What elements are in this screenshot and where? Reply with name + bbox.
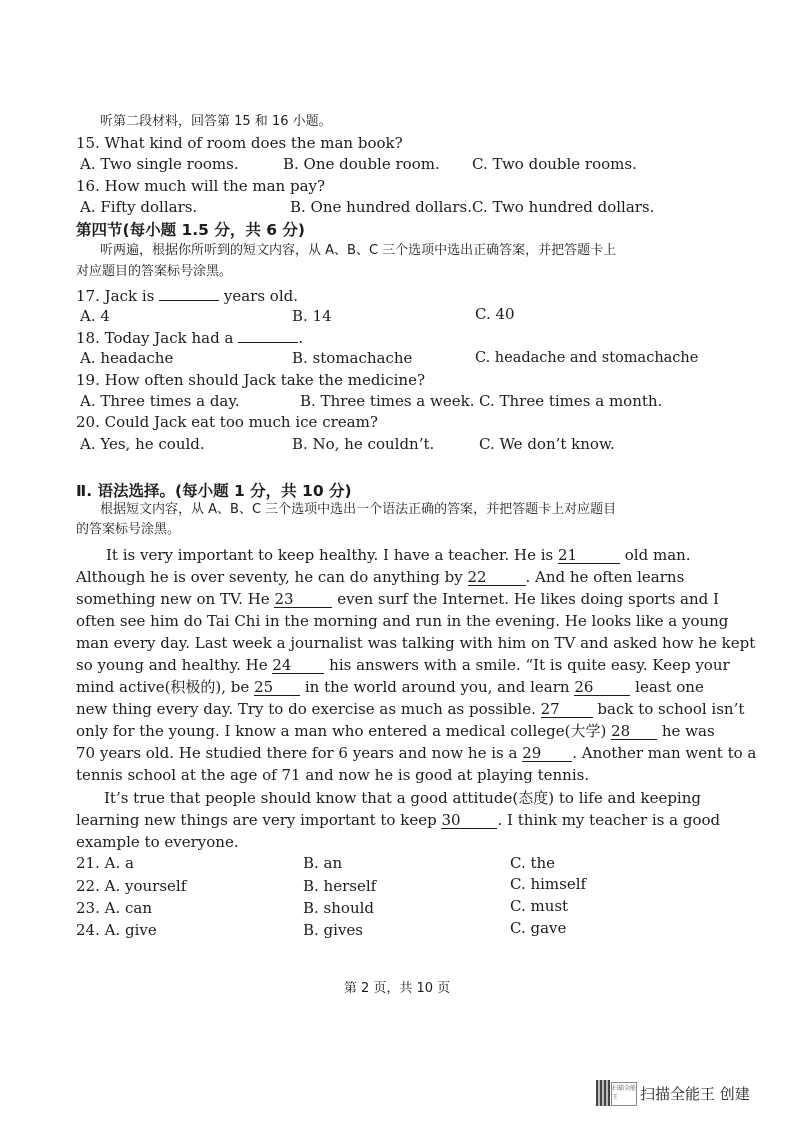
question-17-stem — [76, 285, 298, 306]
passage-line-14 — [76, 832, 676, 852]
question-20-option-c[interactable]: C. We don’t know. — [479, 435, 615, 453]
part-2-instruction-line-2: 的答案标号涂黑。 — [76, 522, 181, 537]
passage-text: . And he often learns — [525, 568, 685, 586]
scanner-watermark — [596, 1080, 776, 1108]
choice-24-b[interactable]: B. gives — [303, 921, 364, 939]
passage-line-11 — [76, 765, 676, 785]
blank-23[interactable]: 23 — [274, 591, 332, 608]
question-18-stem-start: 18. Today Jack had a — [76, 329, 239, 347]
passage-text: only for the young. I know a man who entered a medical college(大学) — [76, 722, 607, 740]
choice-23-c[interactable]: C. must — [510, 897, 569, 915]
passage-text: It’s true that people should know that a good attitude(态度) to life and keeping — [104, 789, 701, 807]
qr-code-icon — [596, 1080, 610, 1106]
passage-text: often see him do Tai Chi in the morning and run in the evening. He looks like a young — [76, 612, 729, 630]
passage-line-7 — [76, 677, 704, 697]
question-18-option-b[interactable]: B. stomachache — [292, 349, 413, 367]
blank-21[interactable]: 21 — [558, 547, 620, 564]
choice-23-b[interactable]: B. should — [303, 899, 375, 917]
question-17-blank — [159, 285, 219, 301]
watermark-text: 扫描全能王 创建 — [640, 1085, 750, 1103]
section-4-heading: 第四节(每小题 1.5 分，共 6 分) — [76, 221, 305, 239]
passage-text: Although he is over seventy, he can do anything by — [76, 568, 463, 586]
camscanner-logo-icon: 扫描全能王 — [611, 1082, 637, 1106]
passage-line-8 — [76, 699, 745, 719]
blank-25[interactable]: 25 — [254, 679, 300, 696]
passage-text: learning new things are very important to keep — [76, 811, 437, 829]
blank-22[interactable]: 22 — [468, 569, 526, 586]
passage-line-5 — [76, 633, 756, 653]
question-19-option-c[interactable]: C. Three times a month. — [479, 392, 663, 410]
choice-22-c[interactable]: C. himself — [510, 875, 587, 893]
part-2-instruction-line-1: 根据短文内容，从 A、B、C 三个选项中选出一个语法正确的答案，并把答题卡上对应题目 — [100, 502, 617, 517]
passage-line-10 — [76, 743, 757, 763]
question-18-option-a[interactable]: A. headache — [80, 349, 174, 367]
passage-text: even surf the Internet. He likes doing sports and I — [337, 590, 719, 608]
passage-text: It is very important to keep healthy. I have a teacher. He is — [106, 546, 554, 564]
question-15-option-a[interactable]: A. Two single rooms. — [80, 155, 239, 173]
question-17-stem-end: years old. — [219, 287, 299, 305]
blank-30[interactable]: 30 — [441, 812, 497, 829]
listening-intro: 听第二段材料，回答第 15 和 16 小题。 — [100, 114, 332, 129]
page-number: 第 2 页，共 10 页 — [343, 981, 451, 996]
passage-line-1 — [106, 545, 691, 565]
part-2-heading: Ⅱ. 语法选择。(每小题 1 分，共 10 分) — [76, 482, 352, 500]
passage-text: back to school isn’t — [597, 700, 745, 718]
section-4-instruction-line-2: 对应题目的答案标号涂黑。 — [76, 264, 233, 279]
question-15-stem: 15. What kind of room does the man book? — [76, 134, 403, 152]
passage-text: . Another man went to a — [572, 744, 757, 762]
question-19-option-a[interactable]: A. Three times a day. — [80, 392, 240, 410]
question-17-option-a[interactable]: A. 4 — [80, 307, 110, 325]
passage-text: something new on TV. He — [76, 590, 270, 608]
choice-22-a[interactable]: 22. A. yourself — [76, 877, 187, 895]
question-15-option-c[interactable]: C. Two double rooms. — [472, 155, 637, 173]
passage-text: mind active(积极的), be — [76, 678, 250, 696]
passage-text: his answers with a smile. “It is quite easy. Keep your — [329, 656, 730, 674]
question-18-stem-end: . — [298, 329, 303, 347]
passage-text: he was — [661, 722, 715, 740]
question-19-option-b[interactable]: B. Three times a week. — [300, 392, 475, 410]
passage-text: example to everyone. — [76, 833, 239, 851]
passage-text: new thing every day. Try to do exercise as much as possible. — [76, 700, 536, 718]
passage-line-2 — [76, 567, 685, 587]
question-15-option-b[interactable]: B. One double room. — [283, 155, 440, 173]
question-16-option-a[interactable]: A. Fifty dollars. — [80, 198, 198, 216]
question-17-option-b[interactable]: B. 14 — [292, 307, 332, 325]
passage-text: least one — [635, 678, 704, 696]
question-20-option-a[interactable]: A. Yes, he could. — [80, 435, 205, 453]
passage-text: so young and healthy. He — [76, 656, 268, 674]
question-20-stem: 20. Could Jack eat too much ice cream? — [76, 413, 378, 431]
blank-26[interactable]: 26 — [574, 679, 630, 696]
passage-text: old man. — [624, 546, 691, 564]
choice-21-b[interactable]: B. an — [303, 854, 343, 872]
choice-23-a[interactable]: 23. A. can — [76, 899, 152, 917]
passage-text: man every day. Last week a journalist was talking with him on TV and asked how he kept — [76, 634, 756, 652]
passage-line-3 — [76, 589, 719, 609]
question-17-stem-start: 17. Jack is — [76, 287, 160, 305]
passage-text: tennis school at the age of 71 and now he is good at playing tennis. — [76, 766, 590, 784]
blank-24[interactable]: 24 — [272, 657, 324, 674]
choice-21-c[interactable]: C. the — [510, 854, 556, 872]
question-20-option-b[interactable]: B. No, he couldn’t. — [292, 435, 435, 453]
question-16-stem: 16. How much will the man pay? — [76, 177, 326, 195]
blank-28[interactable]: 28 — [611, 723, 657, 740]
passage-line-6 — [76, 655, 730, 675]
choice-24-c[interactable]: C. gave — [510, 919, 567, 937]
question-19-stem: 19. How often should Jack take the medicine? — [76, 371, 426, 389]
passage-text: . I think my teacher is a good — [497, 811, 721, 829]
question-18-blank — [238, 327, 298, 343]
passage-line-12 — [104, 788, 701, 808]
passage-text: 70 years old. He studied there for 6 years and now he is a — [76, 744, 518, 762]
question-18-stem — [76, 327, 303, 348]
passage-text: in the world around you, and learn — [304, 678, 570, 696]
choice-21-a[interactable]: 21. A. a — [76, 854, 134, 872]
choice-24-a[interactable]: 24. A. give — [76, 921, 157, 939]
question-16-option-c[interactable]: C. Two hundred dollars. — [472, 198, 655, 216]
section-4-instruction-line-1: 听两遍，根据你所听到的短文内容，从 A、B、C 三个选项中选出正确答案，并把答题卡上 — [100, 243, 617, 258]
question-16-option-b[interactable]: B. One hundred dollars. — [290, 198, 472, 216]
blank-29[interactable]: 29 — [522, 745, 572, 762]
passage-line-13 — [76, 810, 721, 830]
question-18-option-c[interactable]: C. headache and stomachache — [475, 350, 699, 366]
blank-27[interactable]: 27 — [541, 701, 593, 718]
passage-line-9 — [76, 721, 715, 741]
question-17-option-c[interactable]: C. 40 — [475, 305, 515, 323]
choice-22-b[interactable]: B. herself — [303, 877, 377, 895]
passage-line-4 — [76, 611, 729, 631]
